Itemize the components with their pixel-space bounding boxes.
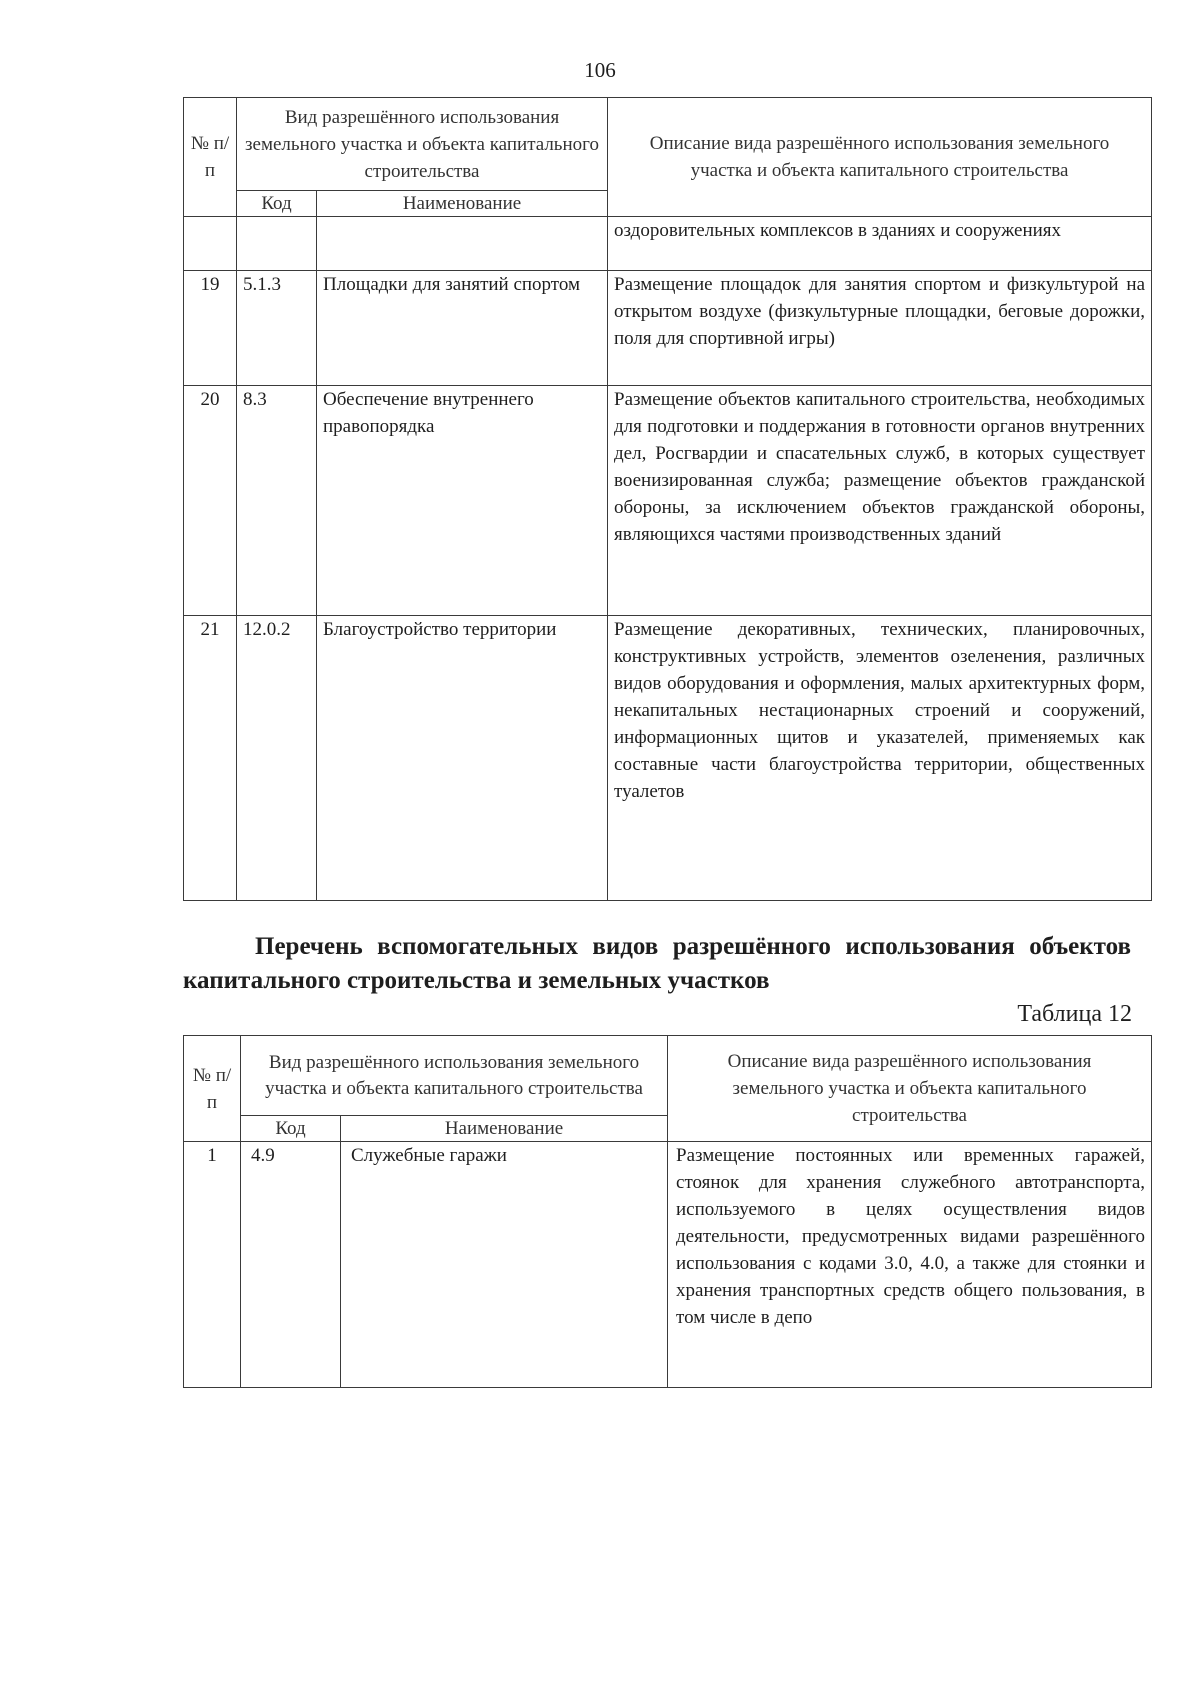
header-description: Описание вида разрешённого использования земельного участка и объекта капитального строительства (668, 1036, 1152, 1142)
table-row (184, 217, 1152, 271)
row-code: 5.1.3 (237, 271, 317, 386)
land-use-table-continued (183, 97, 1152, 901)
header-code: Код (237, 191, 317, 217)
table-header-row (184, 1036, 1152, 1116)
row-name: Благоустройство территории (317, 616, 608, 901)
row-description: Размещение декоративных, технических, планировочных, конструктивных устройств, элементов озеленения, различных видов оборудования и оформления, малых архитектурных форм, некапитальных нестационарных строений и сооружений, информационных щитов и указателей, применяемых как составные части благоустройства территории, общественных туалетов (608, 616, 1152, 901)
row-num: 19 (184, 271, 237, 386)
row-description: Размещение постоянных или временных гаражей, стоянок для хранения служебного автотранспорта, используемого в целях осуществления видов деятельности, предусмотренных видами разрешённого использования с кодами 3.0, 4.0, а также для стоянки и хранения транспортных средств общего пользования, в том числе в депо (668, 1142, 1152, 1388)
row-description: Размещение объектов капитального строительства, необходимых для подготовки и поддержания в готовности органов внутренних дел, Росгвардии и спасательных служб, в которых существует военизированная служба; размещение объектов гражданской обороны, за исключением объектов гражданской обороны, являющихся частями производственных зданий (608, 386, 1152, 616)
row-code: 8.3 (237, 386, 317, 616)
table-header-row (184, 98, 1152, 191)
header-kind: Вид разрешённого использования земельного участка и объекта капитального строительства (241, 1036, 668, 1116)
row-name: Площадки для занятий спортом (317, 271, 608, 386)
header-description: Описание вида разрешённого использования земельного участка и объекта капитального строительства (608, 98, 1152, 217)
auxiliary-land-use-table (183, 1035, 1152, 1388)
header-num: № п/п (184, 98, 237, 217)
table-caption: Таблица 12 (1017, 1001, 1132, 1027)
row-code (237, 217, 317, 271)
page-number: 106 (584, 58, 616, 82)
header-kind: Вид разрешённого использования земельного участка и объекта капитального строительства (237, 98, 608, 191)
row-num: 20 (184, 386, 237, 616)
row-name: Служебные гаражи (341, 1142, 668, 1388)
table-row (184, 1142, 1152, 1388)
header-name: Наименование (341, 1116, 668, 1142)
row-description: Размещение площадок для занятия спортом и физкультурой на открытом воздухе (физкультурные площадки, беговые дорожки, поля для спортивной игры) (608, 271, 1152, 386)
header-code: Код (241, 1116, 341, 1142)
row-num: 1 (184, 1142, 241, 1388)
header-name: Наименование (317, 191, 608, 217)
table-row (184, 616, 1152, 901)
table-row (184, 386, 1152, 616)
row-num: 21 (184, 616, 237, 901)
row-num (184, 217, 237, 271)
table-row (184, 271, 1152, 386)
row-name (317, 217, 608, 271)
row-name: Обеспечение внутреннего правопорядка (317, 386, 608, 616)
row-code: 12.0.2 (237, 616, 317, 901)
section-heading: Перечень вспомогательных видов разрешённого использования объектов капитального строительства и земельных участков (183, 933, 1131, 994)
row-description: оздоровительных комплексов в зданиях и сооружениях (608, 217, 1152, 271)
header-num: № п/п (184, 1036, 241, 1142)
row-code: 4.9 (241, 1142, 341, 1388)
